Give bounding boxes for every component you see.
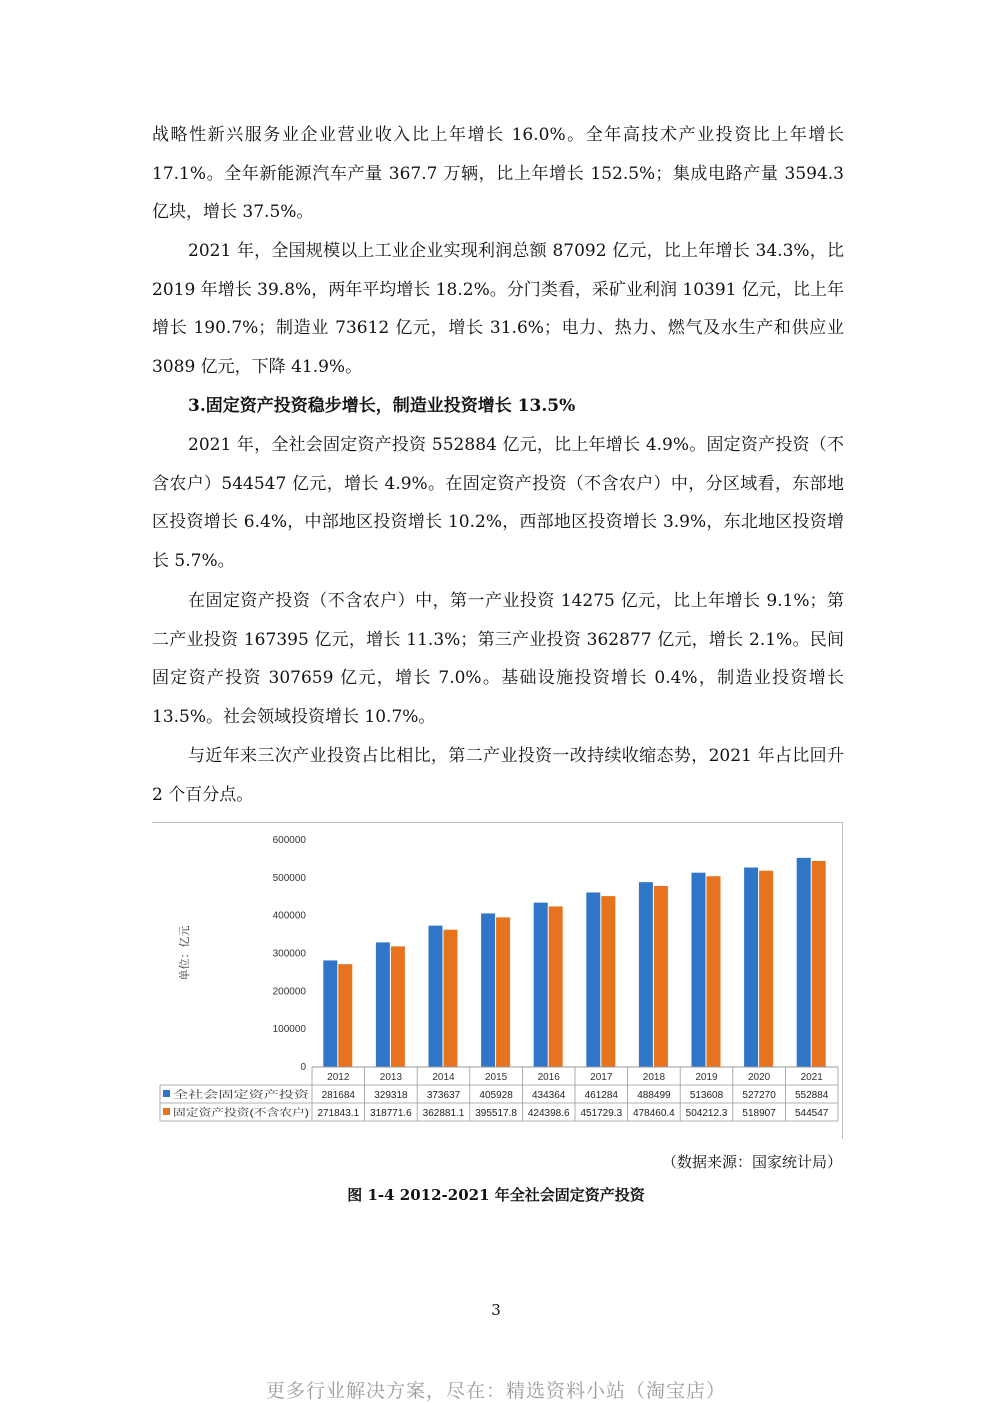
investment-chart [152, 822, 843, 1139]
y-tick-label: 400000 [272, 910, 306, 922]
bar-excl-rural [601, 896, 615, 1067]
bar-total [639, 882, 653, 1067]
bar-excl-rural [391, 946, 405, 1067]
bar-excl-rural [549, 906, 563, 1067]
legend-swatch [163, 1090, 170, 1097]
data-label: 451729.3 [580, 1108, 623, 1119]
y-tick-label: 300000 [272, 948, 306, 960]
bar-excl-rural [812, 861, 826, 1067]
x-tick-label: 2014 [432, 1072, 455, 1083]
data-label: 281684 [321, 1090, 355, 1101]
x-tick-label: 2016 [537, 1072, 560, 1083]
bar-total [692, 873, 706, 1067]
data-label: 527270 [742, 1090, 776, 1101]
paragraph-2: 2021 年，全国规模以上工业企业实现利润总额 87092 亿元，比上年增长 34.3%，比 2019 年增长 39.8%，两年平均增长 18.2%。分门类看，采矿业利润 10391 亿元，比上年增长 190.7%；制造业 73612 亿元，增长 31.6%；电力、热力、燃气及水生产和供应业 3089 亿元，下降 41.9%。 [152, 241, 844, 378]
bar-total [323, 960, 337, 1067]
data-label: 461284 [584, 1090, 618, 1101]
bar-excl-rural [707, 876, 721, 1067]
legend-label: 固定资产投资(不含农户) [173, 1108, 280, 1119]
legend-label: 全社会固定资产投资 [173, 1090, 263, 1101]
bar-total [797, 858, 811, 1067]
y-axis-label: 单位：亿元 [179, 925, 191, 981]
data-label: 544547 [795, 1108, 829, 1119]
chart-svg [152, 823, 842, 1139]
x-tick-label: 2017 [590, 1072, 613, 1083]
paragraph-3: 2021 年，全社会固定资产投资 552884 亿元，比上年增长 4.9%。固定资产投资（不含农户）544547 亿元，增长 4.9%。在固定资产投资（不含农户）中，分区域看，东部地区投资增长 6.4%，中部地区投资增长 10.2%，西部地区投资增长 3.9%，东北地区投资增长 5.7%。 [152, 435, 844, 572]
y-tick-label: 200000 [272, 986, 306, 998]
data-label: 318771.6 [370, 1108, 412, 1119]
data-label: 395517.8 [475, 1108, 517, 1119]
data-label: 513608 [689, 1090, 724, 1101]
data-label: 362881.1 [422, 1108, 465, 1119]
bar-total [744, 868, 758, 1067]
x-tick-label: 2015 [484, 1072, 508, 1083]
y-tick-label: 0 [300, 1062, 306, 1073]
bar-total [376, 942, 390, 1067]
bar-total [429, 926, 443, 1067]
x-tick-label: 2019 [695, 1072, 718, 1083]
bar-excl-rural [759, 871, 773, 1067]
data-label: 405928 [479, 1090, 513, 1101]
y-tick-label: 500000 [272, 872, 306, 884]
data-label: 552884 [795, 1090, 829, 1101]
x-tick-label: 2013 [379, 1072, 403, 1083]
data-label: 271843.1 [317, 1108, 360, 1119]
bar-excl-rural [338, 964, 352, 1067]
data-label: 434364 [532, 1090, 566, 1101]
data-label: 488499 [637, 1090, 671, 1101]
bar-excl-rural [496, 917, 510, 1067]
data-label: 329318 [374, 1090, 408, 1101]
bar-total [481, 913, 495, 1067]
section-heading: 3.固定资产投资稳步增长，制造业投资增长 13.5% [188, 396, 576, 416]
bar-excl-rural [444, 930, 458, 1067]
paragraph-5: 与近年来三次产业投资占比相比，第二产业投资一改持续收缩态势，2021 年占比回升 2 个百分点。 [152, 746, 844, 805]
y-tick-label: 100000 [272, 1024, 306, 1036]
bar-excl-rural [654, 886, 668, 1067]
page-number: 3 [491, 1301, 501, 1319]
data-label: 504212.3 [685, 1108, 728, 1119]
footer-watermark: 更多行业解决方案，尽在：精选资料小站（淘宝店） [265, 1380, 726, 1402]
bar-total [534, 903, 548, 1067]
y-tick-label: 600000 [272, 835, 306, 846]
data-label: 518907 [742, 1108, 776, 1119]
paragraph-1: 战略性新兴服务业企业营业收入比上年增长 16.0%。全年高技术产业投资比上年增长 17.1%。全年新能源汽车产量 367.7 万辆，比上年增长 152.5%；集成电路产量 3594.3 亿块，增长 37.5%。 [152, 125, 844, 223]
x-tick-label: 2020 [747, 1072, 771, 1083]
data-label: 478460.4 [633, 1108, 675, 1119]
figure-caption: 图 1-4 2012-2021 年全社会固定资产投资 [347, 1186, 645, 1204]
x-tick-label: 2012 [327, 1072, 350, 1083]
data-label: 424398.6 [527, 1108, 570, 1119]
bar-total [586, 892, 600, 1067]
data-label: 373637 [426, 1090, 461, 1101]
paragraph-4: 在固定资产投资（不含农户）中，第一产业投资 14275 亿元，比上年增长 9.1%；第二产业投资 167395 亿元，增长 11.3%；第三产业投资 362877 亿元，增长 2.1%。民间固定资产投资 307659 亿元，增长 7.0%。基础设施投资增长 0.4%，制造业投资增长 13.5%。社会领域投资增长 10.7%。 [152, 591, 844, 728]
x-tick-label: 2018 [642, 1072, 666, 1083]
data-source: （数据来源：国家统计局） [661, 1153, 842, 1171]
legend-swatch [163, 1108, 170, 1115]
x-tick-label: 2021 [800, 1072, 823, 1083]
